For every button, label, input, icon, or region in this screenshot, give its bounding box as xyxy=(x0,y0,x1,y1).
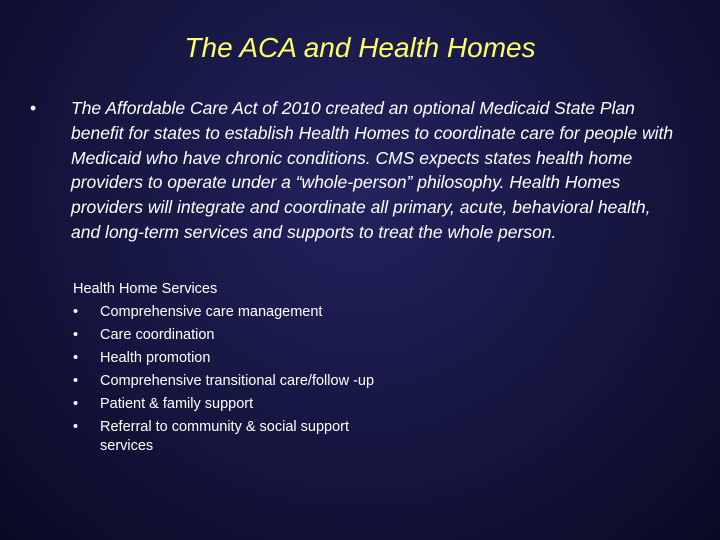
service-label: Comprehensive care management xyxy=(100,303,323,320)
bullet-icon: • xyxy=(73,326,79,343)
services-heading: Health Home Services xyxy=(73,281,218,297)
service-label: Health promotion xyxy=(100,349,211,366)
list-item xyxy=(73,395,393,415)
list-item xyxy=(73,418,393,457)
health-home-services xyxy=(73,280,393,460)
service-label: Referral to community & social support services xyxy=(100,418,350,454)
list-item xyxy=(73,349,393,369)
main-bullet-item xyxy=(30,96,680,245)
service-label: Comprehensive transitional care/follow -up xyxy=(100,372,375,389)
slide-title: The ACA and Health Homes xyxy=(184,32,536,63)
service-label: Care coordination xyxy=(100,326,215,343)
bullet-icon: • xyxy=(30,98,37,118)
list-item xyxy=(73,372,393,392)
list-item xyxy=(73,303,393,323)
bullet-icon: • xyxy=(73,303,79,320)
bullet-icon: • xyxy=(73,349,79,366)
list-item xyxy=(73,326,393,346)
bullet-icon: • xyxy=(73,418,79,435)
services-list xyxy=(73,303,393,457)
bullet-icon: • xyxy=(73,372,79,389)
bullet-icon: • xyxy=(73,395,79,412)
main-bullet-text: The Affordable Care Act of 2010 created an optional Medicaid State Plan benefit for states to establish Health Homes to coordinate care for people with Medicaid who have chronic conditions. CMS expects states health home providers to operate under a “whole-person” philosophy. Health Homes providers will integrate and coordinate all primary, acute, behavioral health, and long-term services and supports to treat the whole person. xyxy=(71,98,674,242)
service-label: Patient & family support xyxy=(100,395,254,412)
